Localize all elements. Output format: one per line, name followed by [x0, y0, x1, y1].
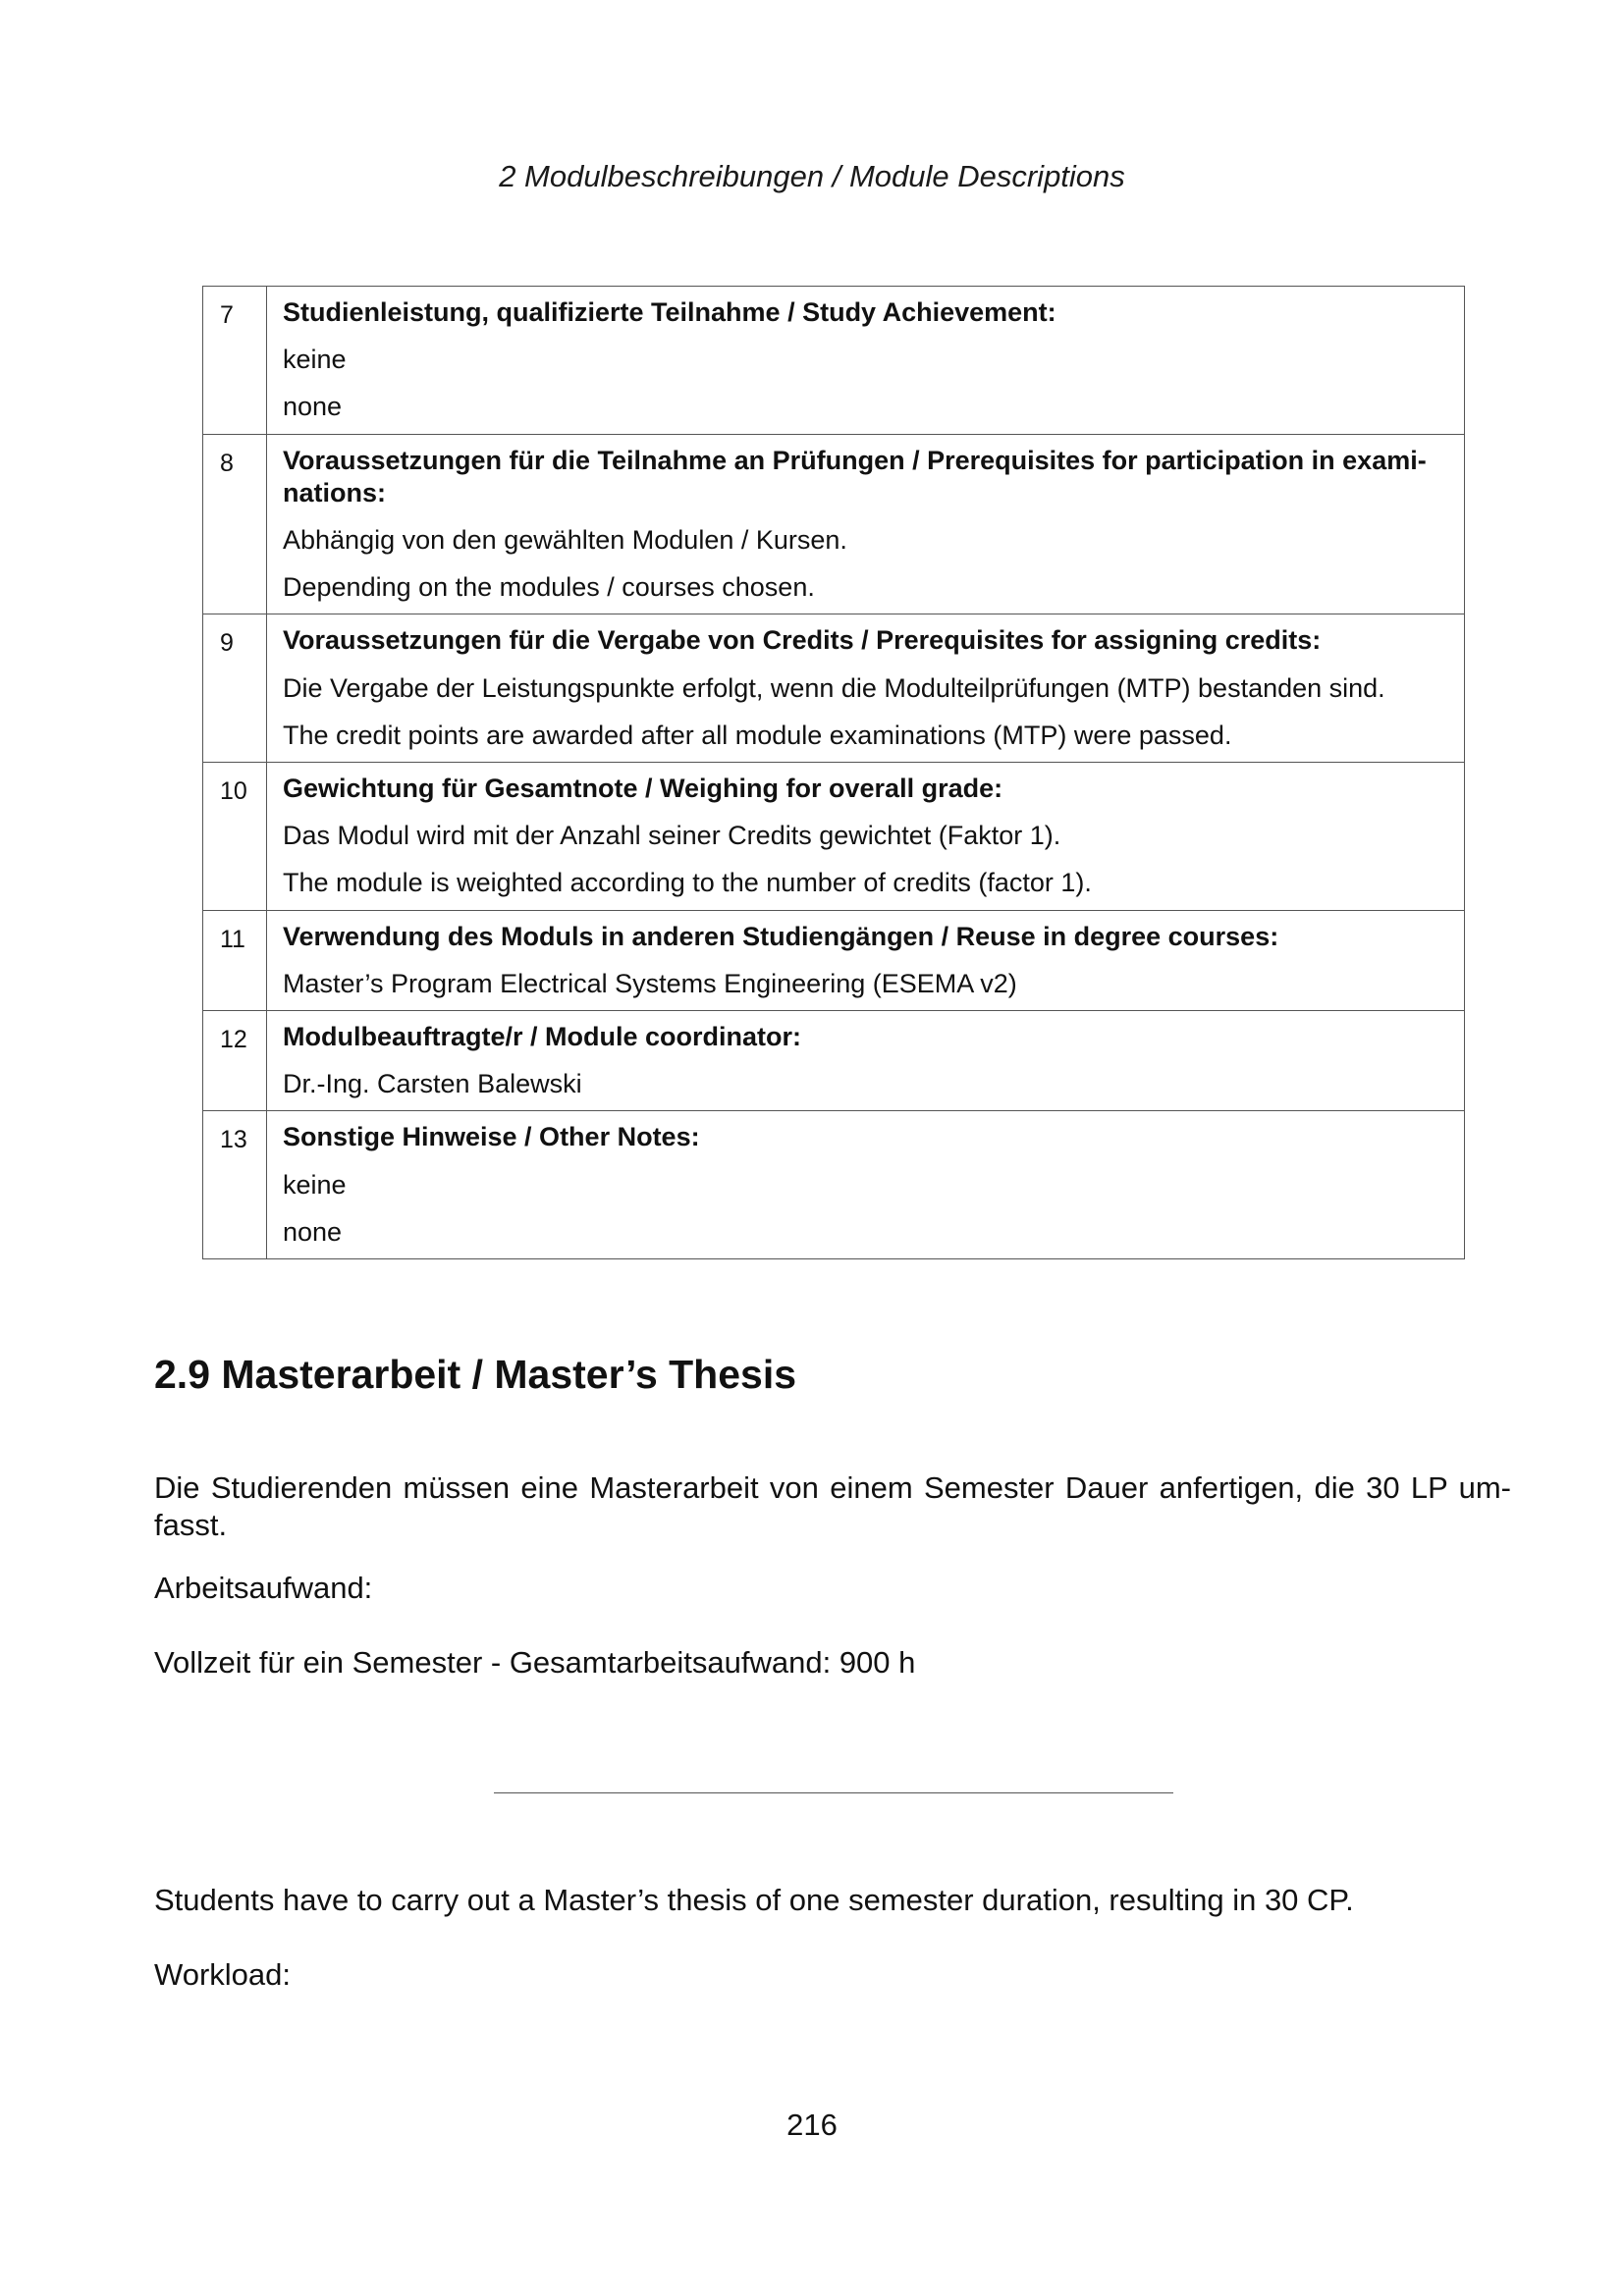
row-title: Modulbeauftragte/r / Module coordinator: — [283, 1022, 801, 1052]
row-number: 10 — [203, 763, 267, 911]
section-heading: 2.9 Masterarbeit / Master’s Thesis — [154, 1352, 797, 1397]
module-table-body — [203, 287, 1465, 1259]
row-title: Voraussetzungen für die Teilnahme an Prüfungen / Prerequisites for participation in exami-nations: — [283, 445, 1427, 507]
workload-label-english: Workload: — [154, 1957, 291, 1992]
row-text-line: Die Vergabe der Leistungspunkte erfolgt, wenn die Modulteilprüfungen (MTP) bestanden sind. — [283, 672, 1385, 703]
row-title: Sonstige Hinweise / Other Notes: — [283, 1122, 700, 1152]
workload-value-german: Vollzeit für ein Semester - Gesamtarbeitsaufwand: 900 h — [154, 1645, 916, 1680]
row-content — [267, 287, 1465, 435]
table-row — [203, 1111, 1465, 1259]
row-text-line: keine — [283, 1169, 347, 1200]
table-row — [203, 1011, 1465, 1111]
row-text-line: Master’s Program Electrical Systems Engineering (ESEMA v2) — [283, 968, 1017, 998]
page-number: 216 — [786, 2108, 838, 2142]
row-text-line: none — [283, 392, 343, 422]
row-number: 13 — [203, 1111, 267, 1259]
row-content — [267, 614, 1465, 763]
row-content — [267, 434, 1465, 614]
row-number: 11 — [203, 910, 267, 1010]
table-row — [203, 614, 1465, 763]
table-row — [203, 910, 1465, 1010]
row-content — [267, 1111, 1465, 1259]
row-text-line: keine — [283, 345, 347, 375]
row-title: Verwendung des Moduls in anderen Studiengängen / Reuse in degree courses: — [283, 921, 1279, 951]
row-content — [267, 1011, 1465, 1111]
table-row — [203, 287, 1465, 435]
running-header: 2 Modulbeschreibungen / Module Descriptions — [499, 159, 1125, 193]
row-title: Gewichtung für Gesamtnote / Weighing for overall grade: — [283, 774, 1003, 804]
row-text-line: The module is weighted according to the number of credits (factor 1). — [283, 868, 1092, 898]
thesis-intro-german: Die Studierenden müssen eine Masterarbeit von einem Semester Dauer anfertigen, die 30 LP um-fasst. — [154, 1470, 1511, 1542]
workload-label-german: Arbeitsaufwand: — [154, 1571, 373, 1605]
table-row — [203, 434, 1465, 614]
row-title: Voraussetzungen für die Vergabe von Credits / Prerequisites for assigning credits: — [283, 625, 1322, 656]
row-number: 9 — [203, 614, 267, 763]
row-text-line: Abhängig von den gewählten Modulen / Kursen. — [283, 525, 847, 556]
row-number: 7 — [203, 287, 267, 435]
row-text-line: Das Modul wird mit der Anzahl seiner Credits gewichtet (Faktor 1). — [283, 821, 1061, 851]
row-text-line: none — [283, 1216, 343, 1247]
row-number: 12 — [203, 1011, 267, 1111]
row-title: Studienleistung, qualifizierte Teilnahme / Study Achievement: — [283, 297, 1056, 327]
row-text-line: Dr.-Ing. Carsten Balewski — [283, 1069, 582, 1099]
row-text-line: Depending on the modules / courses chosen. — [283, 572, 815, 603]
language-divider — [494, 1792, 1173, 1793]
table-row — [203, 763, 1465, 911]
thesis-intro-english: Students have to carry out a Master’s thesis of one semester duration, resulting in 30 CP. — [154, 1883, 1354, 1917]
row-number: 8 — [203, 434, 267, 614]
row-content — [267, 910, 1465, 1010]
row-content — [267, 763, 1465, 911]
row-text-line: The credit points are awarded after all module examinations (MTP) were passed. — [283, 720, 1232, 750]
module-description-table — [202, 286, 1465, 1259]
